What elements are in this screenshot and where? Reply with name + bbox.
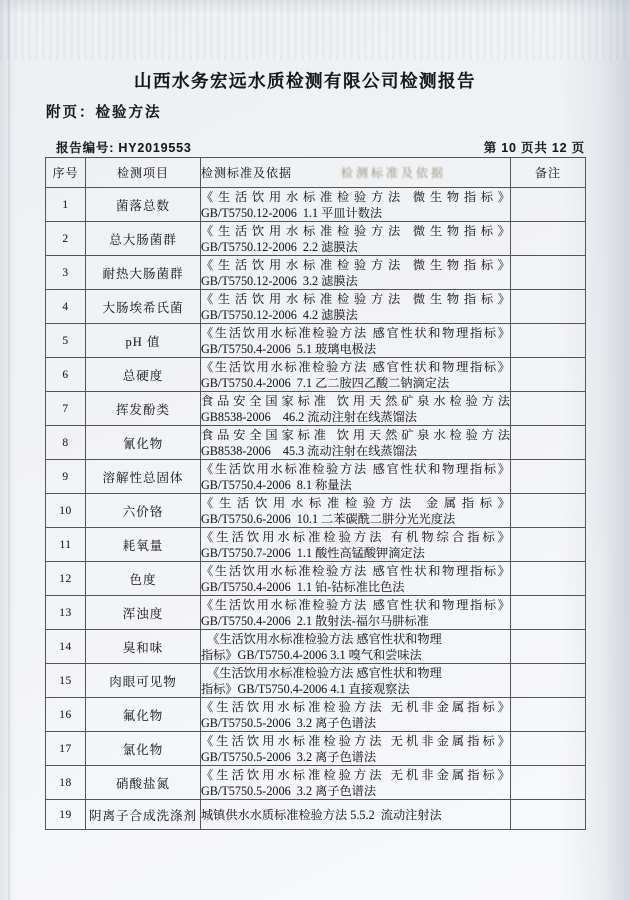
standard-code-line: GB/T5750.5-2006 3.2 离子色谱法 xyxy=(201,749,377,764)
report-number: 报告编号: HY2019553 xyxy=(56,141,192,155)
row-number: 10 xyxy=(46,494,86,528)
note-cell xyxy=(511,732,586,766)
standard-title-line: 《生活饮用水标准检验方法 感官性状和物理指标》 xyxy=(201,597,510,612)
test-item-name: 浑浊度 xyxy=(86,596,201,630)
row-number: 11 xyxy=(46,528,86,562)
standard-code-line: GB/T5750.4-2006 8.1 称量法 xyxy=(201,477,352,492)
standard-title-line: 《生活饮用水标准检验方法 感官性状和物理指标》 xyxy=(201,325,510,340)
standard-code-line: GB/T5750.7-2006 1.1 酸性高锰酸钾滴定法 xyxy=(201,545,425,560)
page-indicator: 第 10 页共 12 页 xyxy=(483,141,585,155)
test-item-name: 六价铬 xyxy=(86,494,201,528)
test-item-name: 总硬度 xyxy=(86,358,201,392)
table-header-row xyxy=(46,158,586,188)
table-row xyxy=(46,698,586,732)
table-row xyxy=(46,494,586,528)
standard-and-method xyxy=(201,664,511,698)
test-item-name: 色度 xyxy=(86,562,201,596)
row-number: 15 xyxy=(46,664,86,698)
test-item-name: 氟化物 xyxy=(86,698,201,732)
standard-code-line: GB/T5750.5-2006 3.2 离子色谱法 xyxy=(201,783,377,798)
test-item-name: 菌落总数 xyxy=(86,188,201,222)
row-number: 1 xyxy=(46,188,86,222)
table-row xyxy=(46,596,586,630)
row-number: 14 xyxy=(46,630,86,664)
row-number: 12 xyxy=(46,562,86,596)
standard-code-line: GB/T5750.4-2006 2.1 散射法-福尔马肼标准 xyxy=(201,613,429,628)
row-number: 4 xyxy=(46,290,86,324)
standard-and-method xyxy=(201,256,511,290)
note-cell xyxy=(511,358,586,392)
standard-title-line: 《生活饮用水标准检验方法 感官性状和物理指标》 xyxy=(201,563,510,578)
row-number: 8 xyxy=(46,426,86,460)
standard-code-line: GB/T5750.12-2006 2.2 滤膜法 xyxy=(201,239,358,254)
table-row xyxy=(46,392,586,426)
standard-title-line: 城镇供水水质标准检验方法 5.5.2 流动注射法 xyxy=(201,807,442,822)
bleed-through-text: 检测标准及依据 xyxy=(341,166,447,180)
table-row xyxy=(46,256,586,290)
standard-and-method xyxy=(201,766,511,800)
standard-title-line: 《生活饮用水标准检验方法 微生物指标》 xyxy=(201,291,510,306)
standard-code-line: GB8538-2006 46.2 流动注射在线蒸馏法 xyxy=(201,409,417,424)
table-row xyxy=(46,562,586,596)
note-cell xyxy=(511,256,586,290)
note-cell xyxy=(511,630,586,664)
standard-and-method xyxy=(201,324,511,358)
standard-code-line: GB/T5750.6-2006 10.1 二苯碳酰二肼分光光度法 xyxy=(201,511,456,526)
row-number: 17 xyxy=(46,732,86,766)
appendix-subtitle: 附页：检验方法 xyxy=(46,105,162,121)
test-item-name: 挥发酚类 xyxy=(86,392,201,426)
test-item-name: 大肠埃希氏菌 xyxy=(86,290,201,324)
note-cell xyxy=(511,460,586,494)
table-row xyxy=(46,222,586,256)
column-header-note: 备注 xyxy=(511,158,586,188)
standard-and-method xyxy=(201,732,511,766)
note-cell xyxy=(511,766,586,800)
column-header-item: 检测项目 xyxy=(86,158,201,188)
note-cell xyxy=(511,426,586,460)
standard-and-method xyxy=(201,392,511,426)
row-number: 19 xyxy=(46,800,86,830)
table-row xyxy=(46,460,586,494)
standard-title-line: 《生活饮用水标准检验方法 无机非金属指标》 xyxy=(201,699,510,714)
standard-title-line: 《生活饮用水标准检验方法 微生物指标》 xyxy=(201,223,510,238)
test-item-name: 臭和味 xyxy=(86,630,201,664)
test-methods-table xyxy=(45,157,586,830)
note-cell xyxy=(511,800,586,830)
standard-and-method xyxy=(201,528,511,562)
row-number: 9 xyxy=(46,460,86,494)
standard-code-line: GB/T5750.4-2006 7.1 乙二胺四乙酸二钠滴定法 xyxy=(201,375,450,390)
note-cell xyxy=(511,698,586,732)
standard-code-line: GB/T5750.4-2006 1.1 铂-钴标准比色法 xyxy=(201,579,405,594)
standard-code-line: GB/T5750.5-2006 3.2 离子色谱法 xyxy=(201,715,377,730)
scan-edge-line xyxy=(8,0,10,900)
standard-title-line: 《生活饮用水标准检验方法 无机非金属指标》 xyxy=(201,767,510,782)
standard-title-line: 《生活饮用水标准检验方法 感官性状和物理指标》 xyxy=(201,461,510,476)
note-cell xyxy=(511,528,586,562)
note-cell xyxy=(511,290,586,324)
row-number: 5 xyxy=(46,324,86,358)
standard-title-line: 《生活饮用水标准检验方法 感官性状和物理指标》 xyxy=(201,359,510,374)
note-cell xyxy=(511,596,586,630)
test-item-name: pH 值 xyxy=(86,324,201,358)
test-item-name: 总大肠菌群 xyxy=(86,222,201,256)
standard-title-line: 食品安全国家标准 饮用天然矿泉水检验方法 xyxy=(201,393,510,408)
row-number: 16 xyxy=(46,698,86,732)
test-item-name: 耐热大肠菌群 xyxy=(86,256,201,290)
note-cell xyxy=(511,664,586,698)
standard-and-method xyxy=(201,494,511,528)
standard-and-method xyxy=(201,562,511,596)
note-cell xyxy=(511,494,586,528)
column-header-index: 序号 xyxy=(46,158,86,188)
note-cell xyxy=(511,324,586,358)
table-row xyxy=(46,188,586,222)
standard-code-line: GB/T5750.12-2006 1.1 平皿计数法 xyxy=(201,205,383,220)
table-row xyxy=(46,766,586,800)
row-number: 7 xyxy=(46,392,86,426)
standard-and-method xyxy=(201,596,511,630)
standard-and-method xyxy=(201,290,511,324)
note-cell xyxy=(511,222,586,256)
test-item-name: 氯化物 xyxy=(86,732,201,766)
standard-and-method xyxy=(201,222,511,256)
column-header-standard-label: 检测标准及依据 xyxy=(201,166,293,180)
test-item-name: 阴离子合成洗涤剂 xyxy=(86,800,201,830)
table-row xyxy=(46,800,586,830)
standard-title-line: 《生活饮用水标准检验方法 金属指标》 xyxy=(201,495,510,510)
table-row xyxy=(46,290,586,324)
standard-title-line: 《生活饮用水标准检验方法 无机非金属指标》 xyxy=(201,733,510,748)
standard-title-line: 《生活饮用水标准检验方法 有机物综合指标》 xyxy=(201,529,510,544)
standard-and-method xyxy=(201,698,511,732)
table-row xyxy=(46,528,586,562)
test-item-name: 硝酸盐氮 xyxy=(86,766,201,800)
standard-and-method xyxy=(201,460,511,494)
standard-title-line: 食品安全国家标准 饮用天然矿泉水检验方法 xyxy=(201,427,510,442)
standard-code-line: GB8538-2006 45.3 流动注射在线蒸馏法 xyxy=(201,443,417,458)
report-meta-row xyxy=(45,138,585,156)
row-number: 2 xyxy=(46,222,86,256)
table-row xyxy=(46,630,586,664)
test-item-name: 耗氧量 xyxy=(86,528,201,562)
test-item-name: 溶解性总固体 xyxy=(86,460,201,494)
standard-code-line: GB/T5750.12-2006 3.2 滤膜法 xyxy=(201,273,358,288)
standard-and-method xyxy=(201,800,511,830)
standard-title-line: 《生活饮用水标准检验方法 感官性状和物理 xyxy=(201,631,442,646)
table-row xyxy=(46,426,586,460)
standard-and-method xyxy=(201,188,511,222)
note-cell xyxy=(511,392,586,426)
row-number: 6 xyxy=(46,358,86,392)
test-item-name: 氰化物 xyxy=(86,426,201,460)
table-row xyxy=(46,358,586,392)
standard-code-line: GB/T5750.4-2006 5.1 玻璃电极法 xyxy=(201,341,377,356)
standard-code-line: 指标》GB/T5750.4-2006 3.1 嗅气和尝味法 xyxy=(201,647,422,662)
table-row xyxy=(46,664,586,698)
column-header-standard xyxy=(201,158,511,188)
note-cell xyxy=(511,562,586,596)
standard-and-method xyxy=(201,358,511,392)
standard-code-line: 指标》GB/T5750.4-2006 4.1 直接观察法 xyxy=(201,681,410,696)
row-number: 13 xyxy=(46,596,86,630)
standard-title-line: 《生活饮用水标准检验方法 微生物指标》 xyxy=(201,257,510,272)
standard-title-line: 《生活饮用水标准检验方法 感官性状和物理 xyxy=(201,665,442,680)
table-row xyxy=(46,324,586,358)
report-title: 山西水务宏远水质检测有限公司检测报告 xyxy=(134,71,476,91)
table-row xyxy=(46,732,586,766)
test-item-name: 肉眼可见物 xyxy=(86,664,201,698)
row-number: 18 xyxy=(46,766,86,800)
scan-texture xyxy=(0,0,630,60)
note-cell xyxy=(511,188,586,222)
standard-title-line: 《生活饮用水标准检验方法 微生物指标》 xyxy=(201,189,510,204)
row-number: 3 xyxy=(46,256,86,290)
standard-code-line: GB/T5750.12-2006 4.2 滤膜法 xyxy=(201,307,358,322)
standard-and-method xyxy=(201,630,511,664)
standard-and-method xyxy=(201,426,511,460)
